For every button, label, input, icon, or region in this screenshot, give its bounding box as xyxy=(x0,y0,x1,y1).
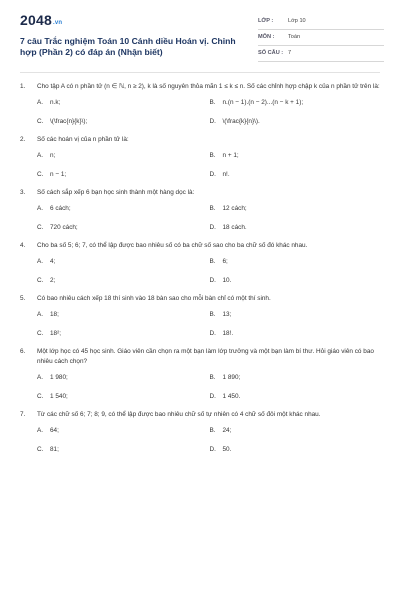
option-letter: C. xyxy=(37,330,44,337)
question-text: Số cách sắp xếp 6 bạn học sinh thành một hàng dọc là: xyxy=(37,189,195,196)
option-a[interactable] xyxy=(37,205,210,212)
question-3 xyxy=(20,188,382,231)
option-text: 50. xyxy=(222,446,232,453)
option-text: n; xyxy=(50,152,56,159)
option-letter: A. xyxy=(37,99,44,106)
option-letter: C. xyxy=(37,393,44,400)
option-letter: D. xyxy=(209,330,216,337)
question-text: Cho ba số 5; 6; 7, có thể lập được bao nhiêu số có ba chữ số sao cho ba chữ số đó khác nhau. xyxy=(37,242,308,249)
option-text: 18 cách. xyxy=(222,224,247,231)
question-number: 2. xyxy=(20,136,26,143)
option-letter: D. xyxy=(209,446,216,453)
logo-main: 2048 xyxy=(20,12,52,28)
question-stem xyxy=(20,347,382,367)
option-d[interactable] xyxy=(210,330,383,337)
option-list xyxy=(37,374,382,400)
question-list xyxy=(20,82,382,463)
option-list xyxy=(37,152,382,178)
option-a[interactable] xyxy=(37,152,210,159)
option-d[interactable] xyxy=(210,118,383,125)
question-stem xyxy=(20,188,382,198)
meta-label: MÔN : xyxy=(258,34,275,40)
option-d[interactable] xyxy=(210,171,383,178)
question-stem xyxy=(20,82,382,92)
option-letter: A. xyxy=(37,205,44,212)
option-text: 4; xyxy=(50,258,56,265)
option-d[interactable] xyxy=(210,277,383,284)
option-text: n.k; xyxy=(50,99,61,106)
question-stem xyxy=(20,410,382,420)
option-letter: D. xyxy=(209,171,216,178)
option-letter: C. xyxy=(37,224,44,231)
page-title: 7 câu Trắc nghiệm Toán 10 Cánh diều Hoán vị. Chỉnh hợp (Phần 2) có đáp án (Nhận biết) xyxy=(20,36,236,57)
question-stem xyxy=(20,135,382,145)
option-c[interactable] xyxy=(37,446,210,453)
option-c[interactable] xyxy=(37,224,210,231)
option-letter: B. xyxy=(209,427,216,434)
option-letter: A. xyxy=(37,374,44,381)
option-text: 18!. xyxy=(222,330,234,337)
option-d[interactable] xyxy=(210,393,383,400)
option-letter: C. xyxy=(37,277,44,284)
option-list xyxy=(37,205,382,231)
question-text: Có bao nhiêu cách xếp 18 thí sinh vào 18 bàn sao cho mỗi bàn chỉ có một thí sinh. xyxy=(37,295,271,302)
option-text: 1 540; xyxy=(50,393,68,400)
option-letter: A. xyxy=(37,152,44,159)
option-letter: B. xyxy=(209,311,216,318)
option-letter: C. xyxy=(37,446,44,453)
option-c[interactable] xyxy=(37,330,210,337)
meta-value: Lớp 10 xyxy=(288,18,306,24)
option-text: 12 cách; xyxy=(222,205,247,212)
meta-value: 7 xyxy=(288,50,292,56)
option-text: 10. xyxy=(222,277,232,284)
question-2 xyxy=(20,135,382,178)
option-text: 1 980; xyxy=(50,374,68,381)
option-b[interactable] xyxy=(210,258,383,265)
option-c[interactable] xyxy=(37,393,210,400)
option-letter: A. xyxy=(37,258,44,265)
option-a[interactable] xyxy=(37,374,210,381)
option-text: 6 cách; xyxy=(50,205,71,212)
question-number: 7. xyxy=(20,411,26,418)
option-text: 6; xyxy=(222,258,228,265)
option-letter: B. xyxy=(209,205,216,212)
option-letter: D. xyxy=(209,118,216,125)
option-letter: D. xyxy=(209,224,216,231)
meta-value: Toán xyxy=(288,34,301,40)
option-letter: C. xyxy=(37,118,44,125)
option-c[interactable] xyxy=(37,277,210,284)
option-a[interactable] xyxy=(37,311,210,318)
question-text: Cho tập A có n phần tử (n ∈ ℕ, n ≥ 2), k là số nguyên thỏa mãn 1 ≤ k ≤ n. Số các chỉnh hợp chập k của n phần tử trên là: xyxy=(37,83,380,90)
option-b[interactable] xyxy=(210,427,383,434)
question-number: 4. xyxy=(20,242,26,249)
option-b[interactable] xyxy=(210,205,383,212)
option-text: n + 1; xyxy=(222,152,239,159)
option-c[interactable] xyxy=(37,118,210,125)
option-text: 81; xyxy=(50,446,59,453)
option-list xyxy=(37,99,382,125)
option-d[interactable] xyxy=(210,446,383,453)
question-7 xyxy=(20,410,382,453)
option-letter: D. xyxy=(209,393,216,400)
option-text: \(\frac{n}{k}\); xyxy=(50,118,88,125)
meta-label: LỚP : xyxy=(258,18,274,24)
question-number: 3. xyxy=(20,189,26,196)
option-letter: B. xyxy=(209,99,216,106)
meta-row-count xyxy=(258,46,384,62)
question-number: 5. xyxy=(20,295,26,302)
page-header xyxy=(20,12,382,70)
option-letter: B. xyxy=(209,374,216,381)
option-text: 64; xyxy=(50,427,59,434)
question-number: 6. xyxy=(20,348,26,355)
meta-label: SỐ CÂU : xyxy=(258,50,284,56)
question-5 xyxy=(20,294,382,337)
option-list xyxy=(37,427,382,453)
option-d[interactable] xyxy=(210,224,383,231)
option-letter: B. xyxy=(209,258,216,265)
option-letter: A. xyxy=(37,427,44,434)
option-a[interactable] xyxy=(37,427,210,434)
option-text: n − 1; xyxy=(50,171,67,178)
option-c[interactable] xyxy=(37,171,210,178)
option-a[interactable] xyxy=(37,99,210,106)
question-6 xyxy=(20,347,382,400)
meta-table xyxy=(258,14,384,62)
option-letter: C. xyxy=(37,171,44,178)
option-b[interactable] xyxy=(210,374,383,381)
option-text: 720 cách; xyxy=(50,224,78,231)
option-text: 18²; xyxy=(50,330,62,337)
option-b[interactable] xyxy=(210,99,383,106)
option-text: 13; xyxy=(222,311,232,318)
question-4 xyxy=(20,241,382,284)
meta-row-class xyxy=(258,14,384,30)
option-list xyxy=(37,258,382,284)
question-text: Từ các chữ số 6; 7; 8; 9, có thể lập được bao nhiêu chữ số tự nhiên có 4 chữ số đôi một khác nhau. xyxy=(37,411,321,418)
question-stem xyxy=(20,241,382,251)
question-number: 1. xyxy=(20,83,26,90)
option-text: n!. xyxy=(222,171,230,178)
option-text: 2; xyxy=(50,277,56,284)
question-stem xyxy=(20,294,382,304)
option-letter: B. xyxy=(209,152,216,159)
option-letter: D. xyxy=(209,277,216,284)
site-logo[interactable] xyxy=(20,12,62,28)
option-text: 1 890; xyxy=(222,374,241,381)
logo-domain: .vn xyxy=(52,20,63,26)
option-a[interactable] xyxy=(37,258,210,265)
header-divider xyxy=(20,72,380,73)
question-text: Một lớp học có 45 học sinh. Giáo viên cần chọn ra một bạn làm lớp trưởng và một bạn làm bí thư. Hỏi giáo viên có bao nhiêu cách chọn? xyxy=(37,348,374,365)
option-b[interactable] xyxy=(210,152,383,159)
option-list xyxy=(37,311,382,337)
question-1 xyxy=(20,82,382,125)
question-text: Số các hoán vị của n phần tử là: xyxy=(37,136,129,143)
option-letter: A. xyxy=(37,311,44,318)
option-b[interactable] xyxy=(210,311,383,318)
option-text: 24; xyxy=(222,427,232,434)
option-text: 18; xyxy=(50,311,59,318)
meta-row-subject xyxy=(258,30,384,46)
option-text: 1 450. xyxy=(222,393,241,400)
option-text: n.(n − 1).(n − 2)...(n − k + 1); xyxy=(222,99,304,106)
option-text: \(\frac{k}{n}\). xyxy=(222,118,260,125)
